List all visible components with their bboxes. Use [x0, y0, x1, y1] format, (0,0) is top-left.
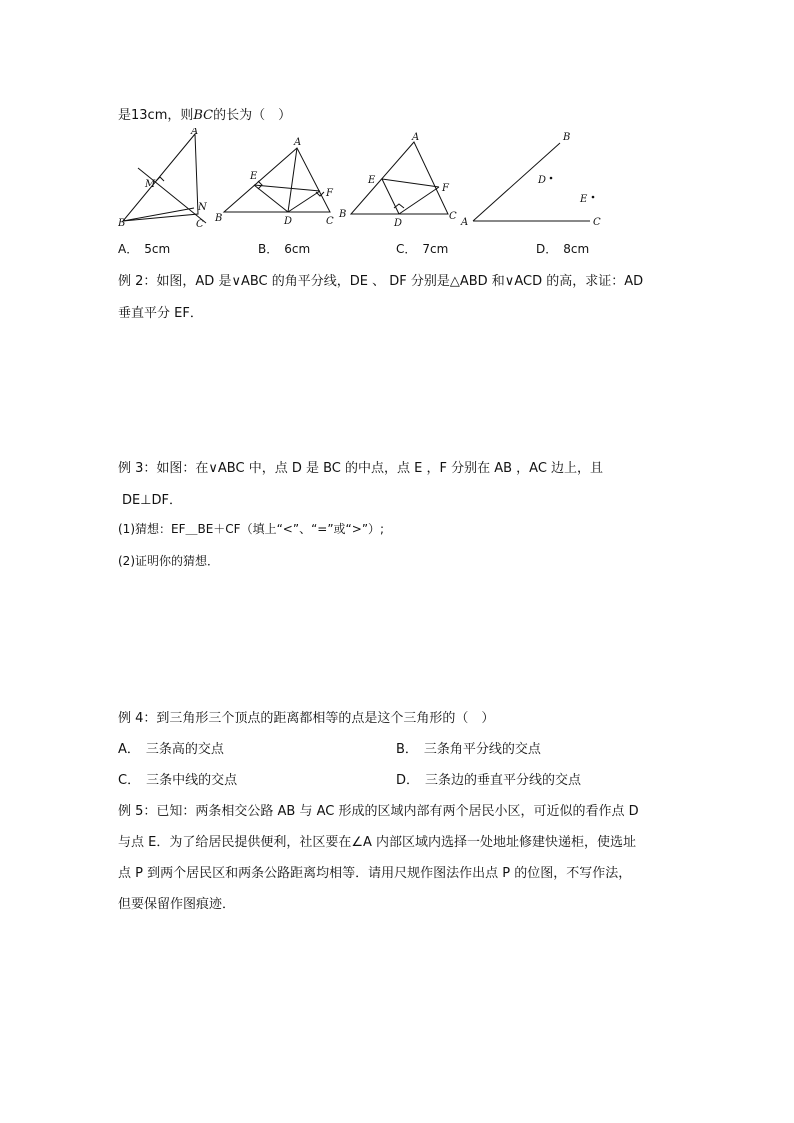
fig4-ray-ab: [473, 143, 560, 221]
problem1-option-b[interactable]: [258, 240, 310, 257]
problem1-option-d[interactable]: [536, 240, 589, 257]
fig4-label-c: C: [593, 217, 601, 228]
fig1-segment-bn: [123, 208, 194, 221]
fig3-segment-de: [382, 179, 399, 214]
option-key: A．: [118, 242, 139, 256]
fig2-segment-de: [254, 185, 288, 212]
fig4-point-d: [550, 177, 553, 180]
example3-question2: (2)证明你的猜想．: [118, 554, 219, 568]
example3-line1: 例 3：如图：在∨ABC 中，点 D 是 BC 的中点，点 E ，F 分别在 AB ，AC 边上，且: [118, 461, 604, 476]
fig2-label-a: A: [294, 137, 302, 148]
fig3-label-d: D: [394, 218, 403, 229]
fig3-triangle: [351, 142, 448, 214]
option-text: 5cm: [144, 242, 171, 256]
fig3-label-e: E: [368, 175, 376, 186]
fig1-label-a: A: [191, 128, 199, 137]
example2-line1: 例 2：如图，AD 是∨ABC 的角平分线，DE 、 DF 分别是△ABD 和∨ACD 的高，求证：AD: [118, 274, 644, 289]
option-text: 6cm: [284, 242, 311, 256]
fig4-label-e: E: [580, 194, 588, 205]
example3-line2: DE⊥DF．: [122, 493, 183, 508]
example4-option-d[interactable]: [396, 769, 581, 788]
fig2-label-b: B: [215, 213, 223, 224]
option-text: 三条高的交点: [145, 742, 224, 757]
figure-2: [212, 134, 342, 234]
fig2-segment-ef: [254, 185, 320, 191]
fig2-label-e: E: [250, 171, 258, 182]
example5-line1: 例 5：已知：两条相交公路 AB 与 AC 形成的区域内部有两个居民小区，可近似的看作点 D: [118, 804, 639, 819]
option-key: D．: [536, 242, 558, 256]
problem1-stem: [118, 104, 291, 123]
fig1-perp-bisector: [138, 168, 206, 223]
fig2-bisector-ad: [288, 148, 297, 212]
example3-question1: (1)猜想：EF＿BE＋CF（填上“<”、“=”或“>”）;: [118, 522, 385, 536]
fig3-segment-ef: [382, 179, 439, 187]
figure-4: [460, 126, 610, 230]
fig1-label-c: C: [196, 219, 204, 230]
option-key: A．: [118, 742, 140, 757]
example5-line4: 但要保留作图痕迹．: [118, 897, 236, 912]
fig3-label-f: F: [442, 183, 449, 194]
example4-option-c[interactable]: [118, 769, 237, 788]
fig2-label-c: C: [326, 216, 334, 227]
option-text: 7cm: [422, 242, 449, 256]
option-key: B．: [258, 242, 279, 256]
fig1-label-b: B: [118, 218, 126, 229]
fig3-label-c: C: [449, 211, 457, 222]
option-text: 三条边的垂直平分线的交点: [425, 773, 582, 788]
option-key: C．: [396, 242, 417, 256]
fig4-label-d: D: [538, 175, 547, 186]
example4-option-b[interactable]: [396, 738, 541, 757]
figure-1: [118, 128, 213, 234]
option-key: C．: [118, 773, 141, 788]
example5-line3: 点 P 到两个居民区和两条公路距离均相等．请用尺规作图法作出点 P 的位图，不写作法，: [118, 866, 632, 881]
option-text: 8cm: [563, 242, 590, 256]
fig2-label-d: D: [284, 216, 293, 227]
problem1-stem-tail: 的长为（ ）: [213, 108, 292, 123]
fig2-label-f: F: [326, 188, 333, 199]
fig2-triangle: [224, 148, 330, 212]
problem1-option-a[interactable]: [118, 240, 170, 257]
problem1-option-c[interactable]: [396, 240, 448, 257]
problem1-stem-var: BC: [193, 108, 214, 123]
fig2-segment-df: [288, 191, 320, 212]
fig3-label-b: B: [339, 209, 347, 220]
example4-option-a[interactable]: [118, 738, 224, 757]
option-key: B．: [396, 742, 418, 757]
example4-stem: 例 4：到三角形三个顶点的距离都相等的点是这个三角形的（ ）: [118, 711, 495, 726]
example5-line2: 与点 E．为了给居民提供便利，社区要在∠A 内部区域内选择一处地址修建快递柜，使选址: [118, 835, 637, 850]
fig3-segment-df: [399, 187, 439, 214]
fig4-label-b: B: [563, 132, 571, 143]
fig4-label-a: A: [461, 217, 469, 228]
fig3-label-a: A: [412, 132, 420, 143]
fig4-point-e: [592, 196, 595, 199]
problem1-stem-text: 是13cm，则: [118, 108, 194, 123]
option-key: D．: [396, 773, 420, 788]
fig1-label-m: M: [145, 179, 156, 190]
option-text: 三条角平分线的交点: [423, 742, 541, 757]
fig1-label-n: N: [198, 202, 207, 213]
option-text: 三条中线的交点: [146, 773, 238, 788]
figure-3: [336, 128, 469, 232]
example2-line2: 垂直平分 EF．: [118, 306, 203, 321]
